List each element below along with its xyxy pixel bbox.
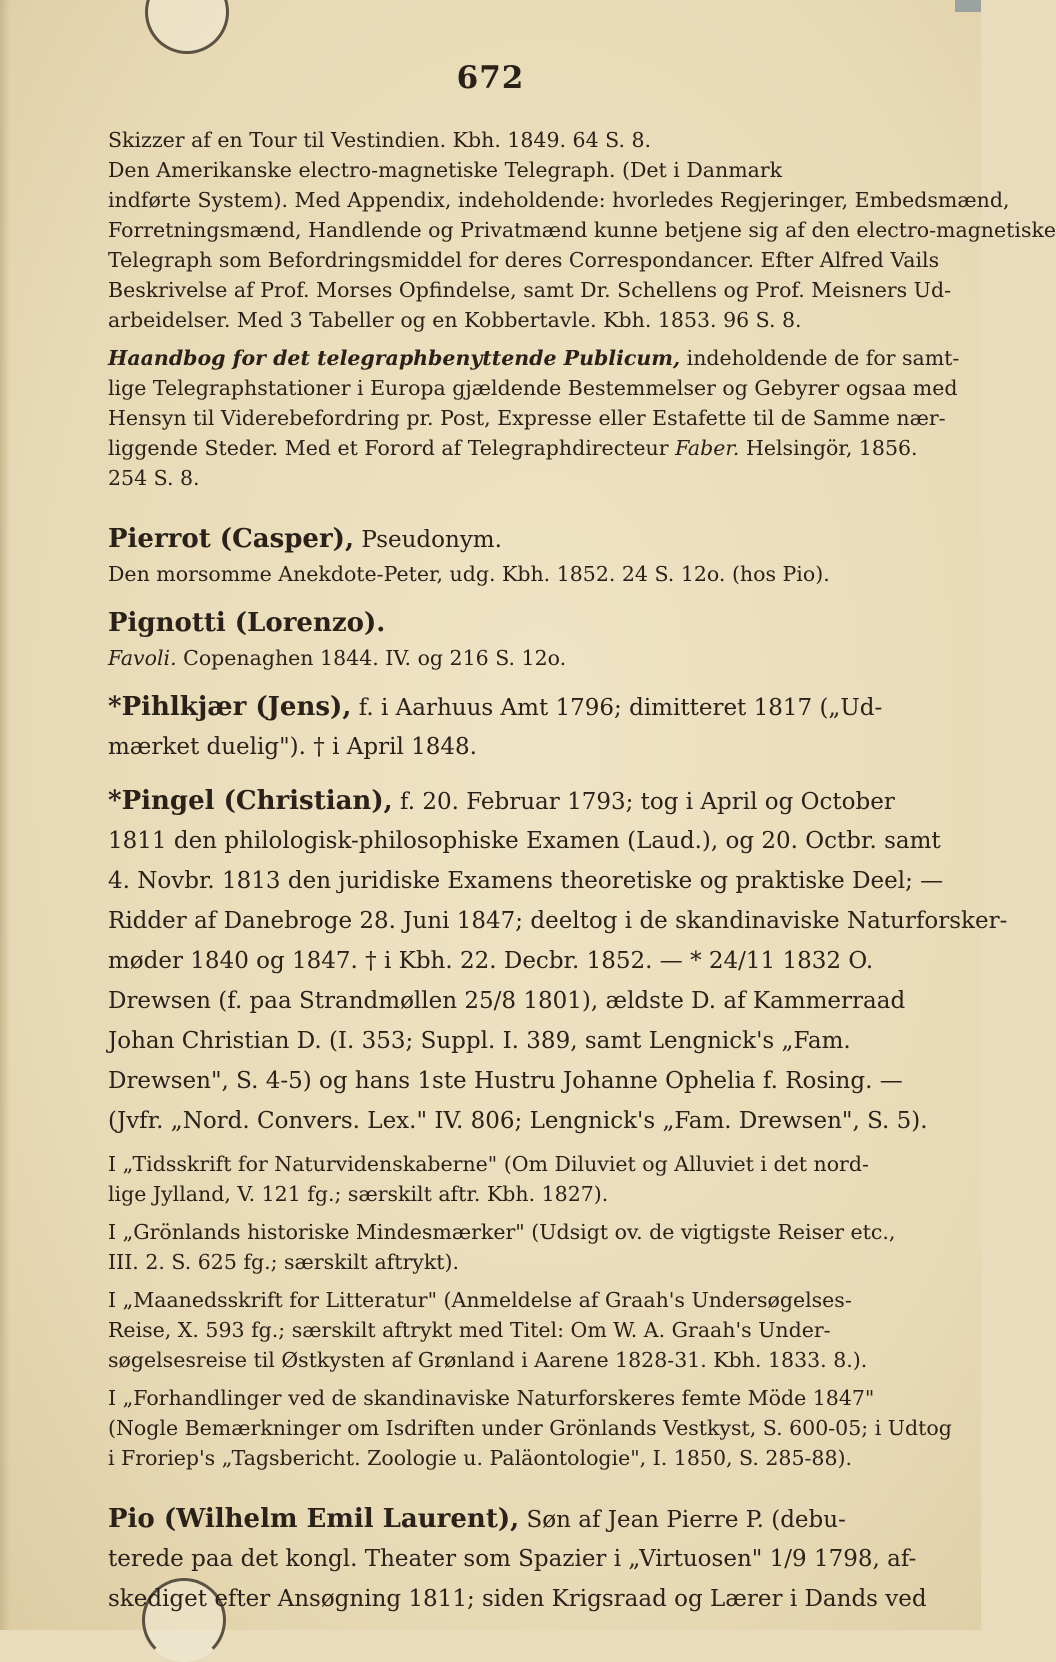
text-line: Beskrivelse af Prof. Morses Opfindelse, samt Dr. Schellens og Prof. Meisners Ud- xyxy=(108,278,952,302)
text-line: Telegraph som Befordringsmiddel for deres Correspondancer. Efter Alfred Vails xyxy=(108,248,940,272)
entry-pierrot xyxy=(108,519,926,589)
text-line xyxy=(108,687,926,727)
entry-pingel xyxy=(108,781,1008,1141)
entry-tidsskrift xyxy=(108,1149,926,1209)
text-line xyxy=(108,643,926,673)
entry-text: liggende Steder. Med et Forord af Telegraphdirecteur xyxy=(108,436,669,460)
text-line: Forretningsmænd, Handlende og Privatmænd kunne betjene sig af den electro-magnetiske xyxy=(108,218,1056,242)
text-line: I „Maanedsskrift for Litteratur" (Anmeldelse af Graah's Undersøgelses- xyxy=(108,1288,852,1312)
text-line: Hensyn til Viderebefordring pr. Post, Expresse eller Estafette til de Samme nær- xyxy=(108,406,946,430)
text-line: I „Forhandlinger ved de skandinaviske Naturforskeres femte Möde 1847" xyxy=(108,1386,875,1410)
text-line: Den morsomme Anekdote-Peter, udg. Kbh. 1852. 24 S. 12o. (hos Pio). xyxy=(108,562,830,586)
text-line: skediget efter Ansøgning 1811; siden Krigsraad og Lærer i Dands ved xyxy=(108,1586,927,1612)
text-line xyxy=(108,343,960,373)
entry-text: indeholdende de for samt- xyxy=(686,346,960,370)
text-line xyxy=(108,1499,926,1539)
page-corner-edge xyxy=(955,0,981,12)
text-line: arbeidelser. Med 3 Tabeller og en Kobbertavle. Kbh. 1853. 96 S. 8. xyxy=(108,308,802,332)
entry-pignotti xyxy=(108,603,926,673)
text-line: 254 S. 8. xyxy=(108,466,200,490)
text-line: III. 2. S. 625 fg.; særskilt aftrykt). xyxy=(108,1250,460,1274)
text-line: Johan Christian D. (I. 353; Suppl. I. 389, samt Lengnick's „Fam. xyxy=(108,1028,851,1054)
text-line: indførte System). Med Appendix, indeholdende: hvorledes Regjeringer, Embedsmænd, xyxy=(108,188,1010,212)
entry-text: f. i Aarhuus Amt 1796; dimitteret 1817 („Ud- xyxy=(358,695,883,721)
text-line: (Nogle Bemærkninger om Isdriften under Grönlands Vestkyst, S. 600-05; i Udtog xyxy=(108,1416,952,1440)
text-line: Skizzer af en Tour til Vestindien. Kbh. 1849. 64 S. 8. xyxy=(108,128,652,152)
entry-heading-note: Pseudonym. xyxy=(361,527,502,553)
text-line: 1811 den philologisk-philosophiske Examen (Laud.), og 20. Octbr. samt xyxy=(108,828,941,854)
text-line: Drewsen", S. 4-5) og hans 1ste Hustru Johanne Ophelia f. Rosing. — xyxy=(108,1068,903,1094)
text-line: søgelsesreise til Østkysten af Grønland i Aarene 1828-31. Kbh. 1833. 8.). xyxy=(108,1348,868,1372)
entry-heading: *Pihlkjær (Jens), xyxy=(108,692,352,722)
text-line xyxy=(108,781,926,821)
text-line: i Froriep's „Tagsbericht. Zoologie u. Paläontologie", I. 1850, S. 285-88). xyxy=(108,1446,853,1470)
entry-title: Favoli. xyxy=(108,646,177,670)
entry-skizzer xyxy=(108,125,1056,335)
entry-heading: Pignotti (Lorenzo). xyxy=(108,608,386,638)
text-line: lige Telegraphstationer i Europa gjældende Bestemmelser og Gebyrer ogsaa med xyxy=(108,376,958,400)
text-line: møder 1840 og 1847. † i Kbh. 22. Decbr. 1852. — * 24/11 1832 O. xyxy=(108,948,874,974)
entry-text: Helsingör, 1856. xyxy=(745,436,918,460)
text-line xyxy=(108,603,926,643)
entry-heading: *Pingel (Christian), xyxy=(108,786,393,816)
entry-haandbog xyxy=(108,343,960,493)
entry-text: Copenaghen 1844. IV. og 216 S. 12o. xyxy=(183,646,567,670)
text-line: mærket duelig"). † i April 1848. xyxy=(108,734,477,760)
entry-pio xyxy=(108,1499,926,1619)
text-line: Den Amerikanske electro-magnetiske Telegraph. (Det i Danmark xyxy=(108,158,783,182)
text-line: Drewsen (f. paa Strandmøllen 25/8 1801), ældste D. af Kammerraad xyxy=(108,988,906,1014)
entry-pihlkjaer xyxy=(108,687,926,767)
text-line: I „Tidsskrift for Naturvidenskaberne" (Om Diluviet og Alluviet i det nord- xyxy=(108,1152,869,1176)
page-spine-shadow xyxy=(0,0,10,1630)
text-line: terede paa det kongl. Theater som Spazier i „Virtuosen" 1/9 1798, af- xyxy=(108,1546,917,1572)
punch-hole-top xyxy=(145,0,229,54)
entry-text: f. 20. Februar 1793; tog i April og October xyxy=(400,789,895,815)
entry-title: Haandbog for det telegraphbenyttende Publicum, xyxy=(108,346,681,370)
text-line xyxy=(108,433,926,463)
entry-text: Søn af Jean Pierre P. (debu- xyxy=(526,1507,846,1533)
page-text xyxy=(108,125,1056,1619)
text-line: (Jvfr. „Nord. Convers. Lex." IV. 806; Lengnick's „Fam. Drewsen", S. 5). xyxy=(108,1108,928,1134)
page-number: 672 xyxy=(456,60,525,96)
text-line xyxy=(108,519,926,559)
text-line: lige Jylland, V. 121 fg.; særskilt aftr. Kbh. 1827). xyxy=(108,1182,609,1206)
text-line: I „Grönlands historiske Mindesmærker" (Udsigt ov. de vigtigste Reiser etc., xyxy=(108,1220,896,1244)
text-line: Ridder af Danebroge 28. Juni 1847; deeltog i de skandinaviske Naturforsker- xyxy=(108,908,1008,934)
text-line: Reise, X. 593 fg.; særskilt aftrykt med Titel: Om W. A. Graah's Under- xyxy=(108,1318,831,1342)
entry-heading: Pio (Wilhelm Emil Laurent), xyxy=(108,1504,520,1534)
text-line: 4. Novbr. 1813 den juridiske Examens theoretiske og praktiske Deel; — xyxy=(108,868,944,894)
entry-heading: Pierrot (Casper), xyxy=(108,524,355,554)
entry-mindesmaerker xyxy=(108,1217,926,1277)
entry-maanedsskrift xyxy=(108,1285,926,1375)
entry-forhandlinger xyxy=(108,1383,952,1473)
entry-name: Faber. xyxy=(675,436,740,460)
